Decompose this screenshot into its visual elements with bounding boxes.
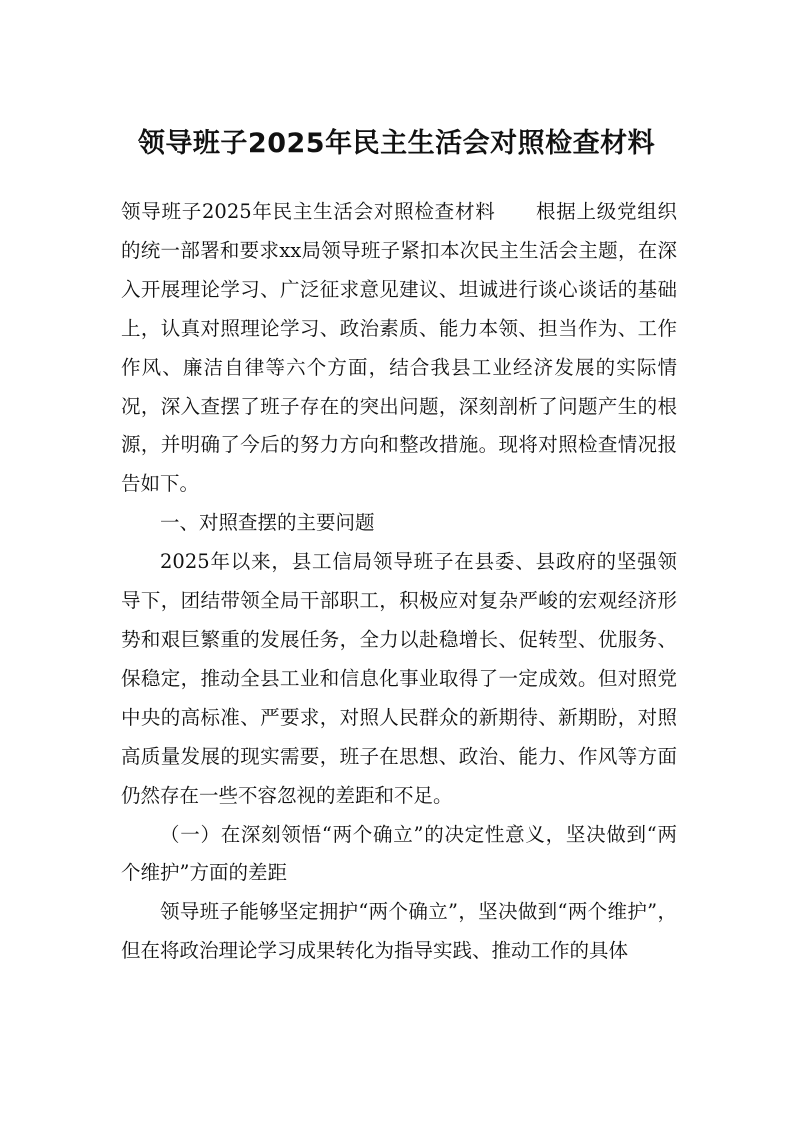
section-heading: 一、对照查摆的主要问题 [160,511,375,535]
subsection-heading: （一）在深刻领悟“两个确立”的决定性意义，坚决做到“两个维护”方面的差距 [121,822,677,885]
body-paragraph: 领导班子能够坚定拥护“两个确立”，坚决做到“两个维护”，但在将政治理论学习成果转化为指导实践、推动工作的具体 [121,900,677,963]
document-body [121,193,677,971]
document-title: 领导班子2025年民主生活会对照检查材料 [137,128,656,159]
body-paragraph: 2025年以来，县工信局领导班子在县委、县政府的坚强领导下，团结带领全局干部职工，积极应对复杂严峻的宏观经济形势和艰巨繁重的发展任务，全力以赴稳增长、促转型、优服务、保稳定，推动全县工业和信息化事业取得了一定成效。但对照党中央的高标准、严要求，对照人民群众的新期待、新期盼，对照高质量发展的现实需要，班子在思想、政治、能力、作风等方面仍然存在一些不容忽视的差距和不足。 [121,550,677,807]
intro-paragraph: 领导班子2025年民主生活会对照检查材料 根据上级党组织的统一部署和要求xx局领导班子紧扣本次民主生活会主题，在深入开展理论学习、广泛征求意见建议、坦诚进行谈心谈话的基础上，认真对照理论学习、政治素质、能力本领、担当作为、工作作风、廉洁自律等六个方面，结合我县工业经济发展的实际情况，深入查摆了班子存在的突出问题，深刻剖析了问题产生的根源，并明确了今后的努力方向和整改措施。现将对照检查情况报告如下。 [121,200,677,496]
